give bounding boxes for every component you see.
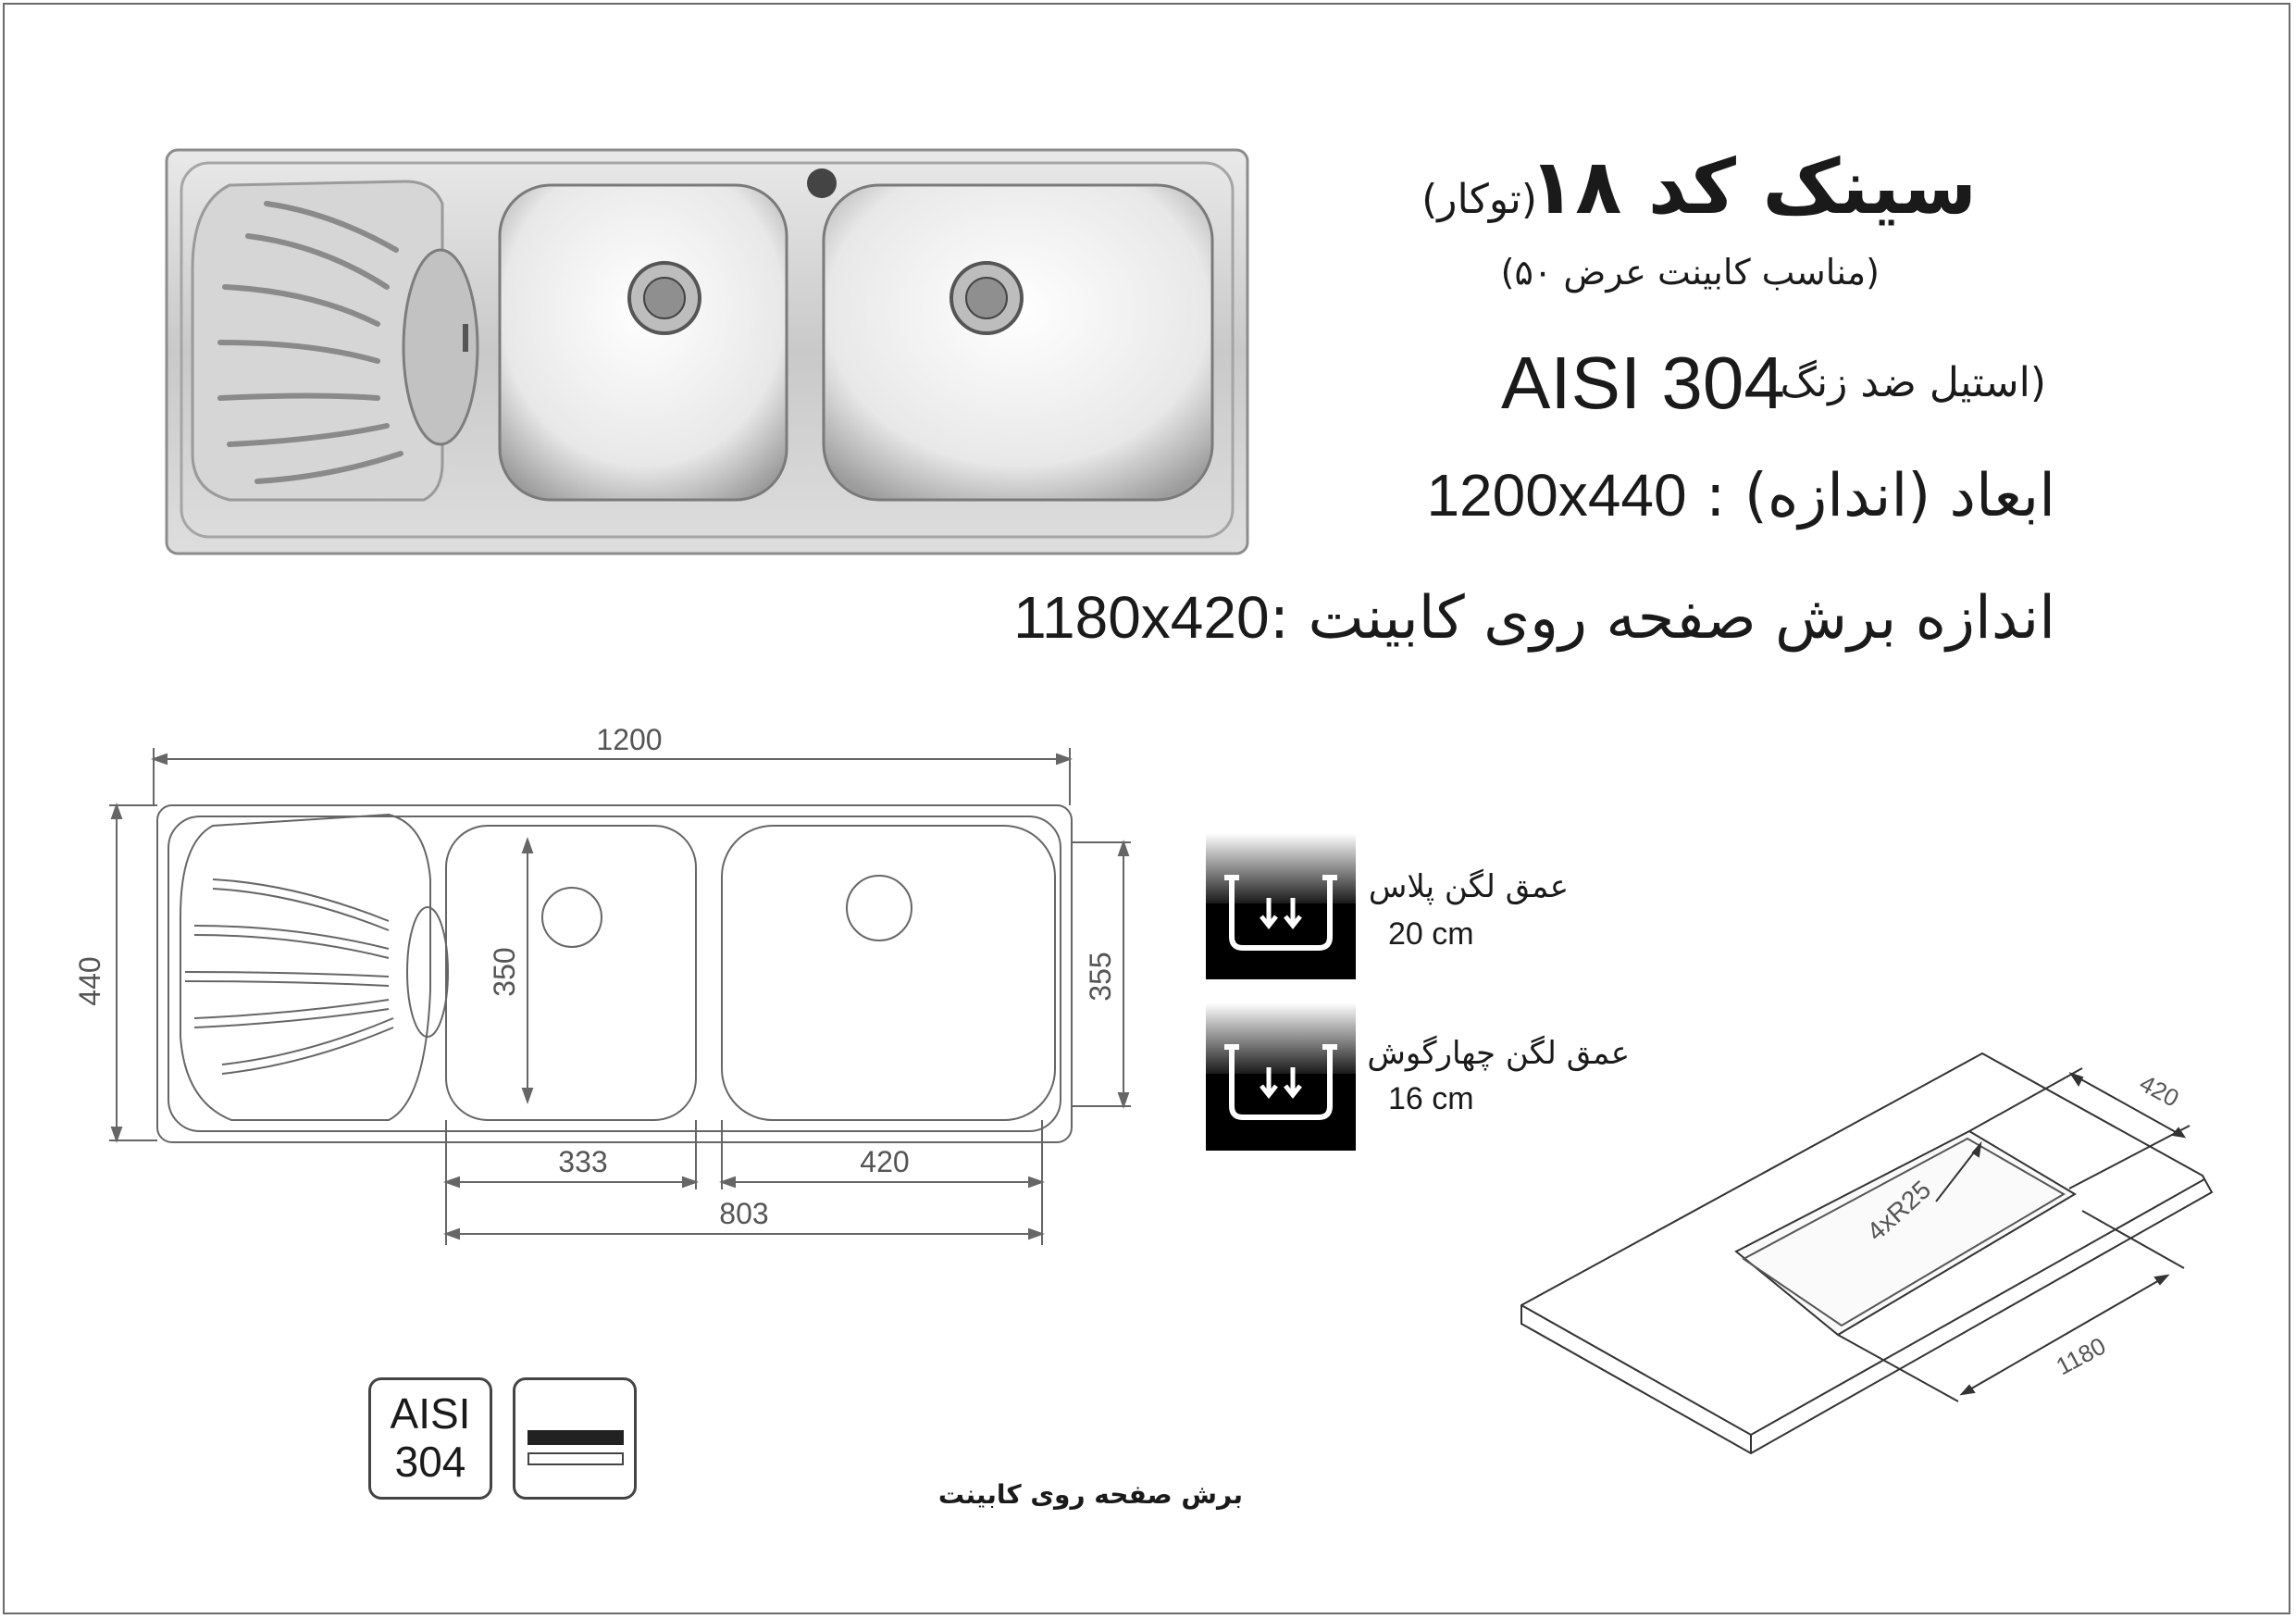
depth-label-square: عمق لگن چهارگوش xyxy=(1367,1035,1630,1072)
cut-size-value: 1180x420 xyxy=(1013,584,1270,651)
cutout-width: 420 xyxy=(2135,1068,2184,1113)
technical-drawing xyxy=(73,713,1148,1250)
depth-value-square: 16 cm xyxy=(1388,1081,1474,1116)
dim-overall-depth: 440 xyxy=(73,956,106,1006)
cutout-diagram xyxy=(1508,1027,2249,1490)
cut-size-line: 1180x420: اندازه برش صفحه روی کابینت xyxy=(1013,584,2055,653)
steel-grade: AISI 304 xyxy=(1501,342,1785,424)
dim-large-bowl-width: 420 xyxy=(860,1145,910,1178)
cutout-caption: برش صفحه روی کابینت xyxy=(937,1479,1243,1510)
depth-value-plus: 20 cm xyxy=(1388,916,1474,952)
aisi-badge xyxy=(368,1377,492,1500)
dim-bowls-total: 803 xyxy=(719,1197,769,1230)
dim-overall-width: 1200 xyxy=(596,723,663,756)
dimensions-label: ابعاد (اندازه) xyxy=(1744,462,2055,530)
dimensions-value: 1200x440 xyxy=(1426,462,1687,529)
depth-label-plus: عمق لگن پلاس xyxy=(1368,868,1569,905)
bowl-depth-arrows-icon xyxy=(1206,1003,1356,1151)
bowl-depth-arrows-icon xyxy=(1206,833,1356,979)
product-title: سینک کد ۱۸ xyxy=(1529,143,1977,231)
material-thickness-icon xyxy=(513,1377,637,1500)
cutout-length: 1180 xyxy=(2051,1331,2111,1381)
aisi-badge-line2: 304 xyxy=(394,1438,466,1486)
dim-small-bowl-depth: 350 xyxy=(488,947,521,997)
cabinet-suitability: (مناسب کابینت عرض ۵۰) xyxy=(1500,252,1880,293)
aisi-badge-line1: AISI xyxy=(390,1389,471,1438)
cutout-radius: 4xR25 xyxy=(1861,1175,1937,1247)
dim-small-bowl-width: 333 xyxy=(558,1145,608,1178)
dim-large-bowl-depth: 355 xyxy=(1084,952,1117,1002)
dimensions-line: 1200x440 : ابعاد (اندازه) xyxy=(1426,462,2055,530)
cut-size-label: اندازه برش صفحه روی کابینت xyxy=(1308,584,2055,653)
sink-photo xyxy=(165,148,1249,555)
steel-label: (استیل ضد زنگ xyxy=(1780,359,2046,406)
mount-type: (توکار) xyxy=(1421,176,1537,223)
